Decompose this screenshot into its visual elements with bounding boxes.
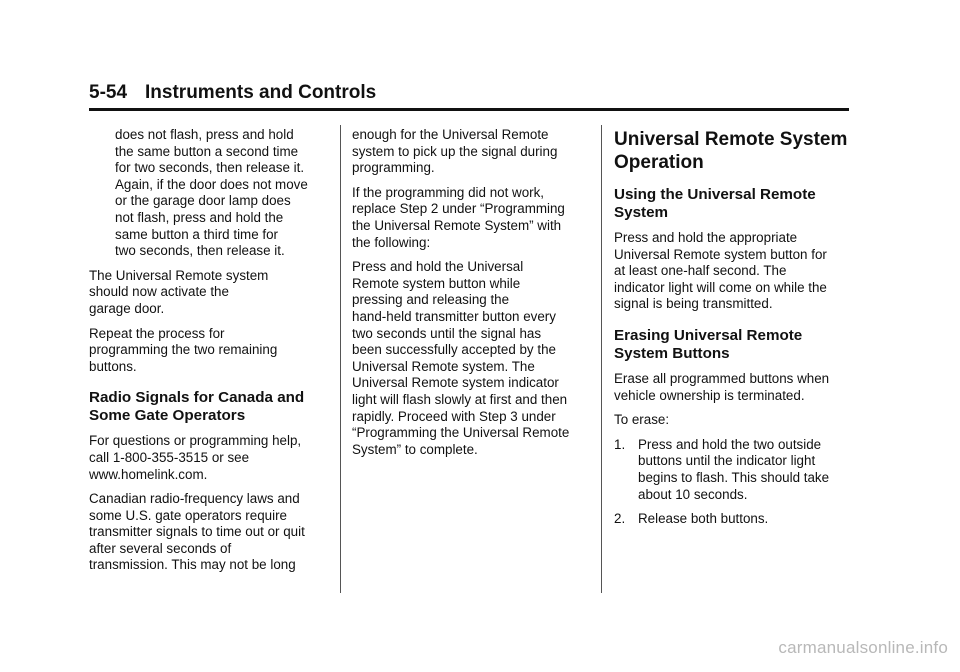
header-text <box>89 82 376 104</box>
column-divider-2 <box>601 125 602 593</box>
paragraph-erase-all: Erase all programmed buttons when vehicle ownership is terminated. <box>614 370 830 403</box>
paragraph-press-and-hold: Press and hold the Universal Remote system button while pressing and releasing the hand-held transmitter button every two seconds until the signal has been successfully accepted by the Universal Remote system. The Universal Remote system indicator light will flash slowly at first and then rapidly. Proceed with Step 3 under “Programming the Universal Remote System” to complete. <box>352 259 570 457</box>
paragraph-to-erase: To erase: <box>614 412 670 428</box>
paragraph-repeat: Repeat the process for programming the two remaining buttons. <box>89 325 278 374</box>
heading-remote-operation: Universal Remote System Operation <box>614 129 848 173</box>
list-item: 1. Press and hold the two outside buttons until the indicator light begins to flash. This should take about 10 seconds. <box>614 436 830 502</box>
page-number: 5-54 <box>89 82 128 103</box>
paragraph-using: Press and hold the appropriate Universal Remote system button for at least one-half second. The indicator light will come on while the signal is being transmitted. <box>614 230 827 312</box>
paragraph-activate: The Universal Remote system should now activate the garage door. <box>89 267 269 316</box>
section-title: Instruments and Controls <box>145 82 377 103</box>
list-number: 1. <box>614 436 626 452</box>
column-2 <box>352 127 592 466</box>
list-item: 2. Release both buttons. <box>614 511 769 527</box>
page-header <box>89 80 849 111</box>
column-1 <box>89 127 334 582</box>
paragraph-if-not-work: If the programming did not work, replace Step 2 under “Programming the Universal Remote System” with the following: <box>352 184 565 250</box>
paragraph-help: For questions or programming help, call 1-800-355-3515 or see www.homelink.com. <box>89 433 302 482</box>
column-divider-1 <box>340 125 341 593</box>
heading-erasing: Erasing Universal Remote System Buttons <box>614 326 803 362</box>
paragraph-enough: enough for the Universal Remote system to pick up the signal during programming. <box>352 127 558 176</box>
paragraph-canadian: Canadian radio-frequency laws and some U.S. gate operators require transmitter signals to time out or quit after several seconds of transmission. This may not be long <box>89 491 305 573</box>
continued-step-text: does not flash, press and hold the same button a second time for two seconds, then release it. Again, if the door does not move or the garage door lamp does not flash, press and hold the same button a third time for two seconds, then release it. <box>115 127 308 259</box>
watermark: carmanualsonline.info <box>778 638 948 657</box>
heading-radio-signals: Radio Signals for Canada and Some Gate Operators <box>89 389 305 425</box>
column-3 <box>614 128 860 536</box>
list-number: 2. <box>614 511 626 527</box>
heading-using-remote: Using the Universal Remote System <box>614 186 816 221</box>
